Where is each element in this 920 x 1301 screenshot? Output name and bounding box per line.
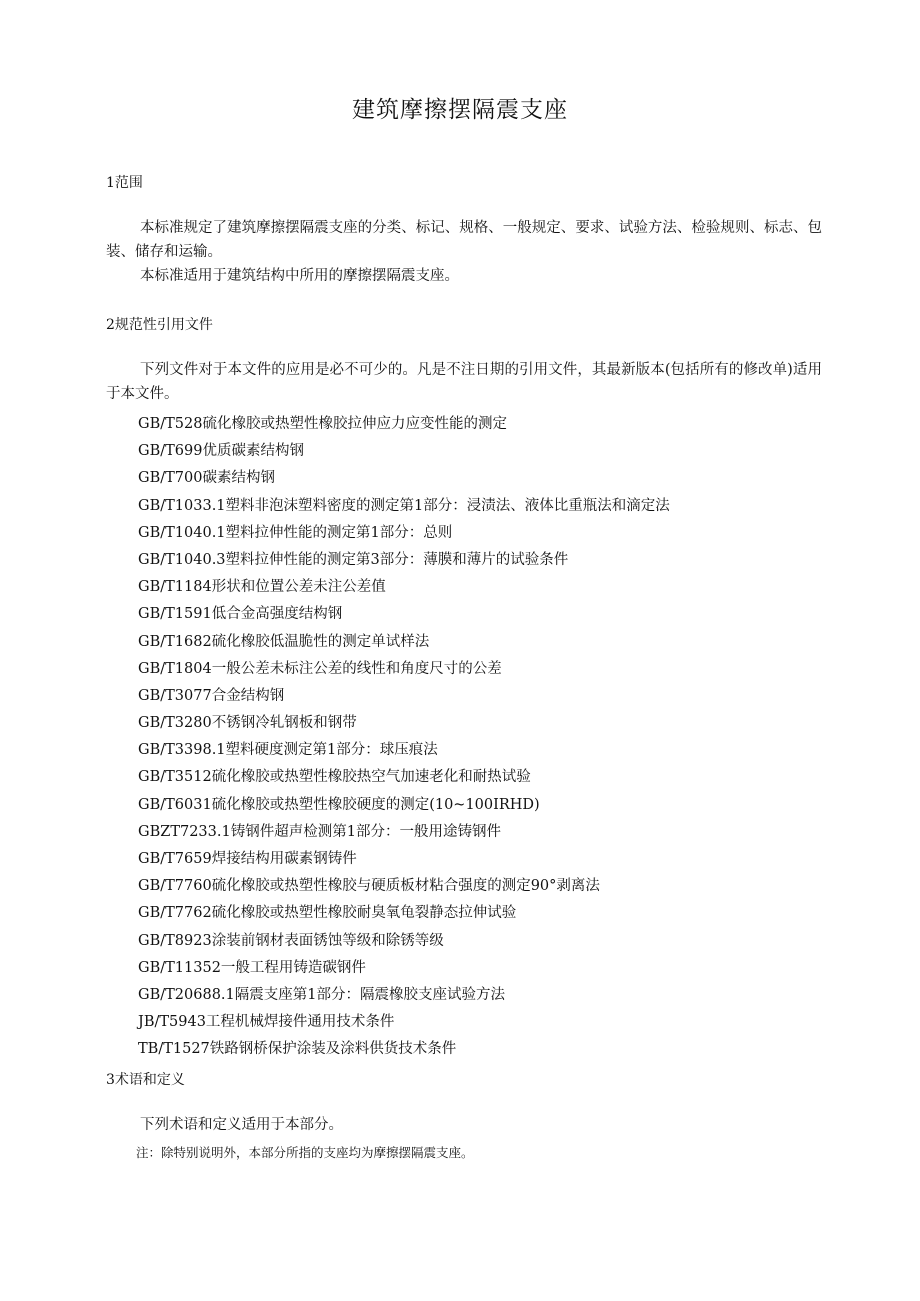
section-1-heading: 1范围 (106, 175, 143, 191)
reference-item: GB/T11352一般工程用铸造碳钢件 (138, 959, 366, 976)
reference-item: GB/T7659焊接结构用碳素钢铸件 (138, 851, 357, 867)
reference-item: GB/T3280不锈钢冷轧钢板和钢带 (138, 715, 357, 732)
reference-item: GBZT7233.1铸钢件超声检测第1部分：一般用途铸钢件 (138, 823, 501, 840)
reference-item: TB/T1527铁路钢桥保护涂装及涂料供货技术条件 (138, 1041, 457, 1058)
reference-item: GB/T3398.1塑料硬度测定第1部分：球压痕法 (138, 742, 438, 759)
reference-item: GB/T1040.1塑料拉伸性能的测定第1部分：总则 (138, 524, 453, 541)
reference-item: GB/T528硫化橡胶或热塑性橡胶拉伸应力应变性能的测定 (138, 416, 507, 432)
reference-item: GB/T1033.1塑料非泡沫塑料密度的测定第1部分：浸渍法、液体比重瓶法和滴定法 (138, 497, 670, 514)
reference-item: JB/T5943工程机械焊接件通用技术条件 (138, 1014, 395, 1031)
reference-item: GB/T1591低合金高强度结构钢 (138, 606, 343, 623)
section-3-note: 注：除特别说明外，本部分所指的支座均为摩擦摆隔震支座。 (136, 1145, 474, 1160)
reference-item: GB/T700碳素结构钢 (138, 470, 275, 487)
reference-item: GB/T3077合金结构钢 (138, 687, 285, 704)
reference-item: GB/T7760硫化橡胶或热塑性橡胶与硬质板材粘合强度的测定90°剥离法 (138, 878, 600, 895)
reference-item: GB/T7762硫化橡胶或热塑性橡胶耐臭氧龟裂静态拉伸试验 (138, 905, 517, 922)
section-2-heading: 2规范性引用文件 (106, 317, 213, 333)
reference-item: GB/T1804一般公差未标注公差的线性和角度尺寸的公差 (138, 660, 502, 677)
section-1-paragraph-1: 本标准规定了建筑摩擦摆隔震支座的分类、标记、规格、一般规定、要求、试验方法、检验规则、标志、包装、储存和运输。 (106, 220, 822, 260)
section-1-paragraph-2: 本标准适用于建筑结构中所用的摩擦摆隔震支座。 (140, 268, 459, 284)
reference-item: GB/T6031硫化橡胶或热塑性橡胶硬度的测定(10~100IRHD) (138, 796, 540, 813)
reference-item: GB/T3512硫化橡胶或热塑性橡胶热空气加速老化和耐热试验 (138, 769, 531, 786)
reference-item: GB/T1040.3塑料拉伸性能的测定第3部分：薄膜和薄片的试验条件 (138, 551, 569, 568)
reference-item: GB/T699优质碳素结构钢 (138, 443, 304, 460)
reference-list (138, 413, 670, 1066)
reference-item: GB/T1682硫化橡胶低温脆性的测定单试样法 (138, 633, 430, 650)
section-2-paragraph-1: 下列文件对于本文件的应用是必不可少的。凡是不注日期的引用文件，其最新版本(包括所有的修改单)适用于本文件。 (106, 362, 822, 402)
reference-item: GB/T1184形状和位置公差未注公差值 (138, 579, 386, 596)
section-3-heading: 3术语和定义 (106, 1072, 185, 1088)
reference-item: GB/T8923涂装前钢材表面锈蚀等级和除锈等级 (138, 932, 444, 949)
reference-item: GB/T20688.1隔震支座第1部分：隔震橡胶支座试验方法 (138, 986, 505, 1003)
section-3-paragraph-1: 下列术语和定义适用于本部分。 (140, 1117, 343, 1133)
document-title: 建筑摩擦摆隔震支座 (352, 97, 568, 123)
